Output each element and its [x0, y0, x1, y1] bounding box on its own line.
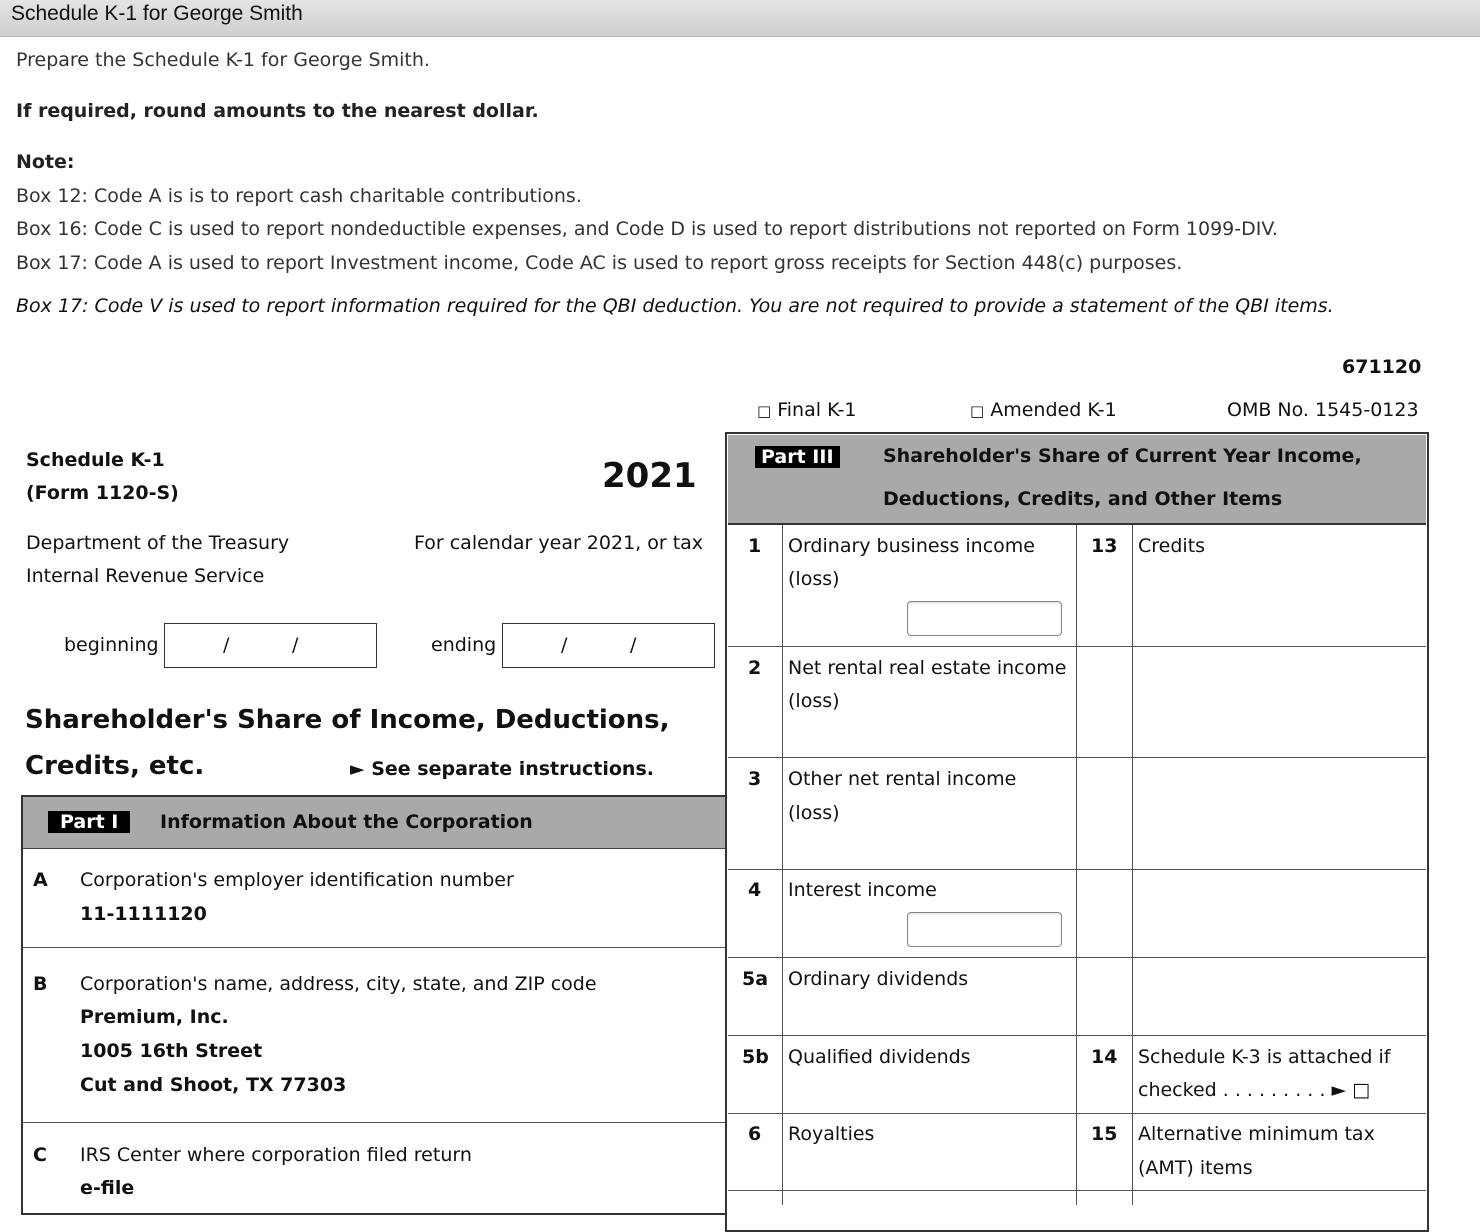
grid-line — [1132, 525, 1133, 1205]
line3-label: Other net rental income — [788, 768, 1017, 790]
line2-number: 2 — [748, 657, 762, 679]
divider — [728, 1113, 1426, 1114]
item-a-letter: A — [33, 869, 48, 891]
interest-income-input[interactable] — [907, 912, 1062, 947]
divider — [728, 869, 1426, 870]
corporation-name: Premium, Inc. — [80, 1006, 229, 1028]
line6-number: 6 — [748, 1123, 762, 1145]
final-k1[interactable] — [757, 399, 856, 421]
line15-number: 15 — [1091, 1123, 1118, 1145]
line2-label: Net rental real estate income — [788, 657, 1067, 679]
note-box12: Box 12: Code A is is to report cash charitable contributions. — [16, 185, 582, 207]
department: Department of the Treasury — [26, 532, 290, 554]
grid-line — [782, 525, 783, 1205]
line15-label-cont: (AMT) items — [1138, 1157, 1253, 1179]
divider — [728, 523, 1426, 525]
date-slash: / — [223, 634, 230, 656]
amended-k1-label: Amended K-1 — [990, 399, 1117, 421]
line2-label-cont: (loss) — [788, 690, 840, 712]
divider — [728, 646, 1426, 647]
date-slash: / — [561, 634, 568, 656]
note-box17-qbi: Box 17: Code V is used to report information required for the QBI deduction. You are not required to provide a statement of the QBI items. — [16, 295, 1334, 317]
irs: Internal Revenue Service — [26, 565, 265, 587]
part3-title-line1: Shareholder's Share of Current Year Income, — [883, 445, 1362, 467]
calendar-year-label: For calendar year 2021, or tax — [414, 532, 704, 554]
beginning-label: beginning — [64, 634, 159, 656]
line13-number: 13 — [1091, 535, 1118, 557]
part1-tag: Part I — [48, 811, 130, 833]
note-label: Note: — [16, 151, 75, 173]
date-slash: / — [630, 634, 637, 656]
item-b-letter: B — [33, 973, 48, 995]
item-a-label: Corporation's employer identification number — [80, 869, 514, 891]
line1-label: Ordinary business income — [788, 535, 1035, 557]
beginning-date-field[interactable] — [164, 623, 377, 668]
part3-tag: Part III — [755, 446, 840, 468]
line14-number: 14 — [1091, 1046, 1118, 1068]
see-instructions: ► See separate instructions. — [350, 758, 654, 780]
line5b-number: 5b — [742, 1046, 769, 1068]
line5a-label: Ordinary dividends — [788, 968, 969, 990]
part1-title: Information About the Corporation — [160, 811, 533, 833]
item-b-label: Corporation's name, address, city, state, and ZIP code — [80, 973, 597, 995]
window-title-bar — [0, 0, 1480, 37]
item-c-label: IRS Center where corporation filed return — [80, 1144, 472, 1166]
line15-label: Alternative minimum tax — [1138, 1123, 1375, 1145]
ending-date-field[interactable] — [502, 623, 715, 668]
form-title-line2: Credits, etc. — [25, 751, 205, 781]
line6-label: Royalties — [788, 1123, 875, 1145]
line14-label: Schedule K-3 is attached if — [1138, 1046, 1391, 1068]
divider — [728, 1035, 1426, 1036]
final-k1-label: Final K-1 — [777, 399, 857, 421]
form-code: 671120 — [1342, 356, 1422, 378]
amended-k1-checkbox[interactable]: □ — [970, 402, 985, 420]
note-box16: Box 16: Code C is used to report nondeductible expenses, and Code D is used to report distributions not reported on Form 1099-DIV. — [16, 218, 1278, 240]
part3-title-line2: Deductions, Credits, and Other Items — [883, 488, 1283, 510]
divider — [23, 848, 726, 849]
divider — [23, 947, 726, 948]
ordinary-business-income-input[interactable] — [907, 601, 1062, 636]
schedule-name: Schedule K-1 — [26, 449, 165, 471]
irs-center-value: e-file — [80, 1177, 135, 1199]
final-k1-checkbox[interactable]: □ — [757, 402, 772, 420]
form-name: (Form 1120-S) — [26, 482, 179, 504]
date-slash: / — [292, 634, 299, 656]
omb-number: OMB No. 1545-0123 — [1227, 399, 1419, 421]
divider — [728, 757, 1426, 758]
line5b-label: Qualified dividends — [788, 1046, 971, 1068]
corporation-city: Cut and Shoot, TX 77303 — [80, 1074, 347, 1096]
line4-number: 4 — [748, 879, 762, 901]
corporation-street: 1005 16th Street — [80, 1040, 263, 1062]
tax-year: 2021 — [602, 456, 697, 496]
employer-id-value: 11-1111120 — [80, 903, 207, 925]
rounding-instruction: If required, round amounts to the nearest dollar. — [16, 100, 539, 122]
divider — [728, 957, 1426, 958]
window-title: Schedule K-1 for George Smith — [11, 2, 303, 25]
note-box17: Box 17: Code A is used to report Investment income, Code AC is used to report gross receipts for Section 448(c) purposes. — [16, 252, 1183, 274]
amended-k1[interactable] — [970, 399, 1117, 421]
intro-instruction: Prepare the Schedule K-1 for George Smith. — [16, 49, 430, 71]
line14-checkbox-label[interactable]: checked . . . . . . . . . ► □ — [1138, 1079, 1371, 1101]
line13-label: Credits — [1138, 535, 1206, 557]
line3-label-cont: (loss) — [788, 802, 840, 824]
line1-label-cont: (loss) — [788, 568, 840, 590]
divider — [728, 1190, 1426, 1191]
divider — [23, 1122, 726, 1123]
line4-label: Interest income — [788, 879, 937, 901]
grid-line — [1076, 525, 1077, 1205]
line3-number: 3 — [748, 768, 762, 790]
form-title-line1: Shareholder's Share of Income, Deductions, — [25, 705, 670, 735]
line1-number: 1 — [748, 535, 762, 557]
ending-label: ending — [431, 634, 497, 656]
item-c-letter: C — [33, 1144, 47, 1166]
line5a-number: 5a — [742, 968, 769, 990]
